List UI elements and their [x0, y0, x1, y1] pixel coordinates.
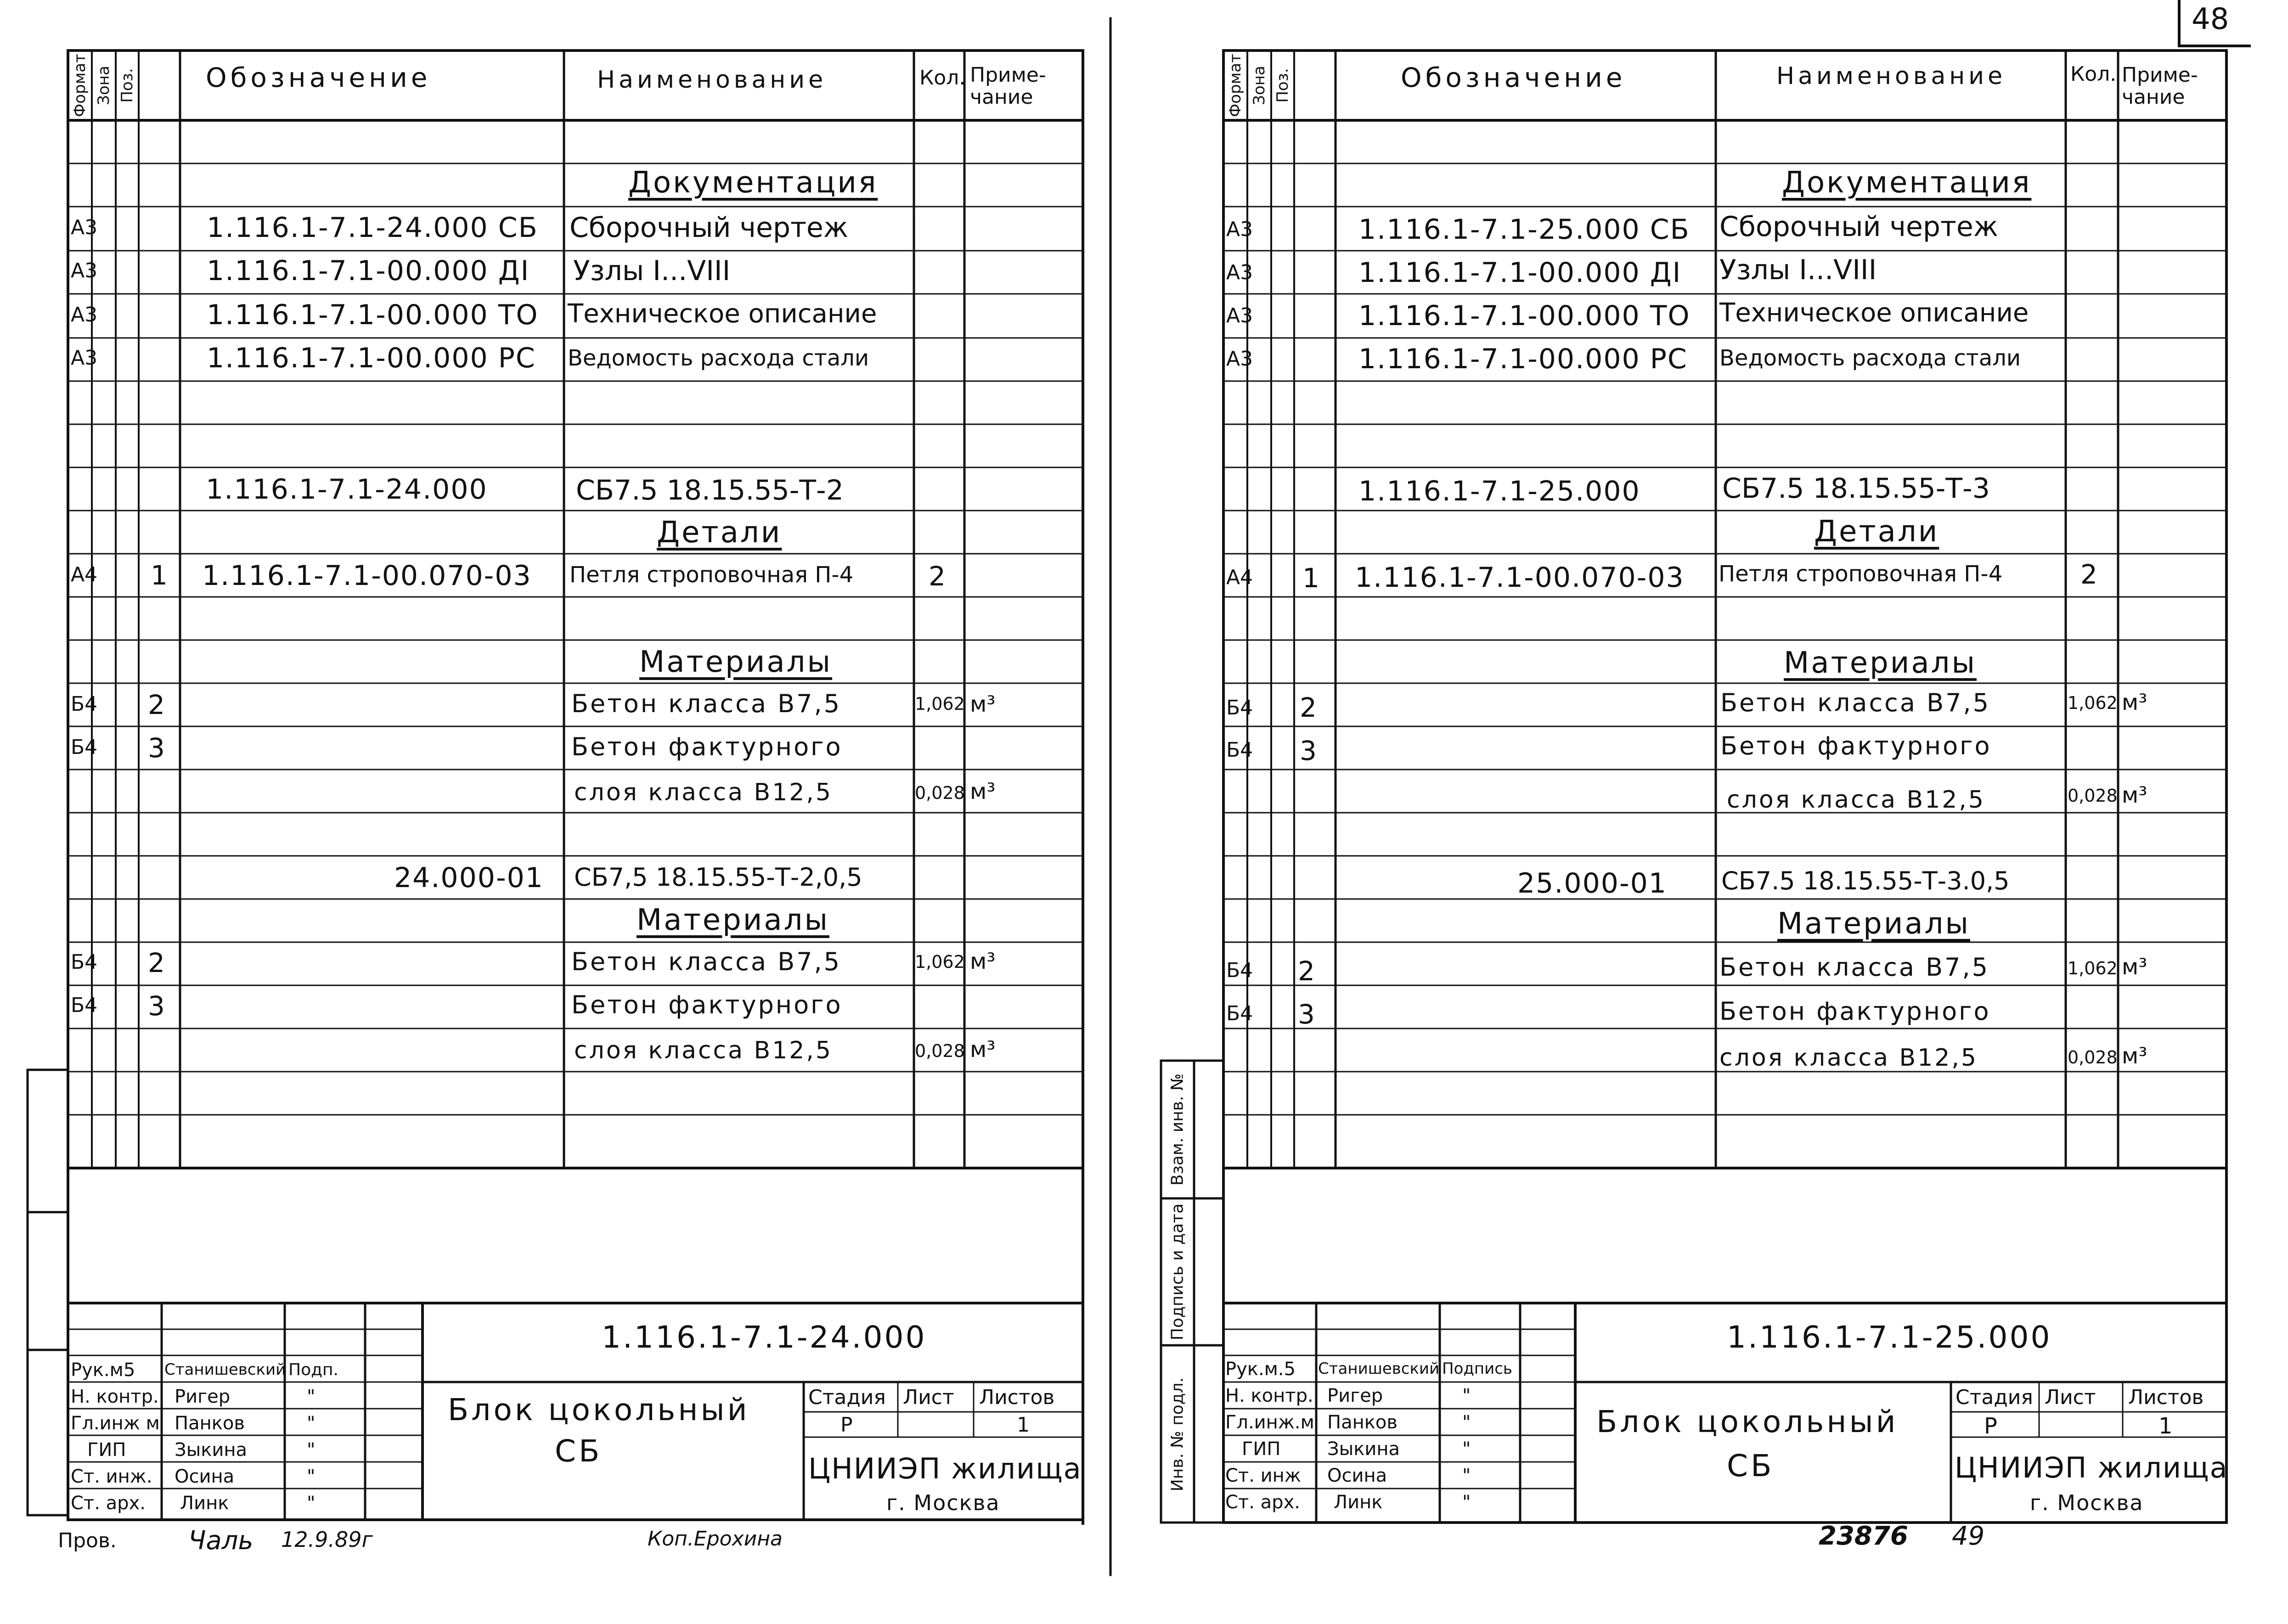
row-pos: 1 [1302, 562, 1319, 594]
row-pos: 1 [151, 560, 168, 591]
footer-date: 12.9.89г [281, 1527, 373, 1552]
row-note: м³ [970, 949, 996, 974]
signer-role: ГИП [87, 1439, 126, 1461]
row-designation: 1.116.1-7.1-00.000 ТО [1358, 300, 1691, 332]
row-name: Узлы I...VIII [573, 255, 731, 287]
row-note: м³ [970, 691, 996, 717]
row-format: А3 [1226, 304, 1253, 327]
row-name: Бетон фактурного [571, 990, 843, 1019]
section-details: Детали [657, 516, 782, 550]
signer-sign: Подп. [288, 1360, 338, 1379]
row-name: Бетон класса В7,5 [571, 689, 842, 718]
row-format: Б4 [1226, 696, 1253, 719]
title-block-stage: Р [1984, 1413, 1997, 1439]
row-qty: 0,028 [915, 783, 965, 803]
signer-name: Зыкина [1327, 1439, 1400, 1460]
signer-name: Станишевский [164, 1360, 286, 1379]
col-header-qty: Кол. [2070, 62, 2117, 86]
row-pos: 2 [1300, 692, 1317, 723]
title-block-code: 1.116.1-7.1-25.000 [1727, 1320, 2052, 1355]
signer-sign: " [307, 1466, 316, 1487]
row-name: Узлы I...VIII [1719, 254, 1877, 286]
signer-sign: " [1462, 1492, 1471, 1513]
title-block-stage: Р [840, 1413, 853, 1437]
col-header-format: Формат [71, 54, 89, 117]
col-header-note: Приме-чание [970, 63, 1046, 109]
row-designation: 24.000-01 [394, 862, 544, 894]
footer-signature: Чаль [188, 1526, 254, 1556]
row-name: Сборочный чертеж [569, 212, 848, 244]
row-format: А3 [71, 259, 98, 282]
signer-role: Ст. арх. [1225, 1492, 1300, 1513]
col-header-note: Приме-чание [2122, 63, 2198, 109]
row-name: Ведомость расхода стали [568, 345, 869, 371]
row-designation: 1.116.1-7.1-00.000 РС [207, 342, 536, 374]
signer-role: Н. контр. [1225, 1385, 1313, 1406]
section-materials: Материалы [1784, 646, 1977, 680]
title-block-stage-label: Стадия [1956, 1386, 2033, 1409]
signer-name: Ригер [1327, 1385, 1383, 1406]
row-note: м³ [2122, 954, 2147, 980]
row-designation: 1.116.1-7.1-00.000 ТО [207, 299, 539, 331]
title-block-sheet-label: Лист [903, 1386, 954, 1409]
signer-sign: " [1462, 1465, 1471, 1486]
row-designation: 1.116.1-7.1-00.070-03 [1355, 562, 1685, 594]
signer-sign: " [1462, 1412, 1471, 1433]
row-note: м³ [2122, 690, 2147, 715]
row-name: Сборочный чертеж [1719, 211, 1998, 243]
title-block-name-sub: СБ [1727, 1448, 1775, 1484]
signer-sign: " [307, 1439, 316, 1461]
signer-name: Ригер [175, 1386, 231, 1407]
row-qty: 0,028 [2068, 1047, 2118, 1068]
section-materials: Материалы [637, 903, 829, 937]
section-materials: Материалы [1777, 907, 1970, 941]
row-name: СБ7.5 18.15.55-Т-3.0,5 [1721, 866, 2010, 895]
signer-name: Линк [1334, 1492, 1383, 1513]
row-name: Техническое описание [568, 299, 877, 329]
title-block-name: Блок цокольный [1596, 1404, 1899, 1439]
col-header-name: Наименование [1776, 62, 2006, 90]
row-name: Бетон класса В7,5 [571, 947, 842, 976]
signer-role: Рук.м5 [71, 1360, 135, 1381]
row-format: А3 [71, 303, 98, 326]
row-name: СБ7.5 18.15.55-Т-2 [576, 474, 844, 506]
row-qty: 1,062 [915, 694, 965, 714]
signer-sign: " [1462, 1385, 1471, 1406]
title-block-name: Блок цокольный [448, 1392, 750, 1427]
signer-sign: Подпись [1442, 1360, 1512, 1378]
footer-sheet-number: 49 [1952, 1521, 1985, 1551]
title-block-name-sub: СБ [555, 1433, 603, 1469]
title-block-city: г. Москва [2030, 1490, 2144, 1515]
row-format: А4 [71, 563, 98, 586]
row-name: слоя класса В12,5 [574, 1037, 833, 1064]
row-qty: 1,062 [2068, 958, 2118, 978]
title-block-sheets-label: Листов [2128, 1386, 2204, 1409]
col-header-name: Наименование [597, 66, 827, 94]
signer-role: ГИП [1242, 1439, 1281, 1460]
row-name: Бетон фактурного [1720, 731, 1992, 760]
page-number: 48 [2192, 2, 2229, 36]
row-name: Ведомость расхода стали [1719, 345, 2021, 371]
row-format: А3 [71, 216, 98, 239]
row-format: Б4 [1226, 738, 1253, 762]
row-pos: 3 [148, 990, 165, 1022]
signer-sign: " [307, 1413, 316, 1434]
signer-role: Гл.инж м [71, 1413, 160, 1434]
row-pos: 2 [148, 947, 165, 978]
col-header-format: Формат [1226, 54, 1245, 117]
row-pos: 3 [148, 732, 165, 764]
footer-copy: Коп.Ерохина [648, 1527, 783, 1551]
signer-name: Линк [180, 1493, 229, 1514]
row-pos: 3 [1300, 735, 1317, 766]
col-header-pos: Поз. [118, 68, 136, 103]
col-header-zone: Зона [95, 66, 113, 105]
signer-sign: " [307, 1493, 316, 1514]
row-designation: 1.116.1-7.1-00.000 ДI [207, 255, 530, 287]
stamp-original-inv: Инв. № подл. [1168, 1377, 1187, 1492]
row-format: А3 [1226, 218, 1253, 241]
row-pos: 3 [1298, 999, 1315, 1030]
row-qty: 1,062 [915, 952, 965, 972]
signer-role: Ст. инж [1225, 1465, 1301, 1486]
row-name: слоя класса В12,5 [1727, 786, 1985, 814]
col-header-designation: Обозначение [206, 62, 431, 93]
row-name: Бетон класса В7,5 [1720, 688, 1991, 717]
signer-name: Панков [175, 1413, 245, 1434]
row-qty: 2 [929, 561, 946, 592]
row-name: Бетон фактурного [1719, 997, 1991, 1026]
row-designation: 1.116.1-7.1-24.000 СБ [207, 212, 538, 244]
signer-name: Станишевский [1318, 1360, 1440, 1378]
title-block-sheets-label: Листов [979, 1386, 1055, 1409]
row-name: Бетон класса В7,5 [1719, 953, 1990, 982]
section-documentation: Документация [1782, 166, 2032, 200]
row-name: Петля строповочная П-4 [569, 562, 854, 588]
signer-name: Зыкина [175, 1439, 248, 1461]
signer-role: Ст. инж. [71, 1466, 152, 1487]
row-pos: 2 [1298, 955, 1315, 987]
signer-sign: " [307, 1386, 316, 1407]
row-name: СБ7,5 18.15.55-Т-2,0,5 [574, 863, 862, 892]
section-materials: Материалы [639, 645, 832, 679]
title-block-sheets: 1 [1017, 1413, 1030, 1437]
row-qty: 1,062 [2068, 693, 2118, 713]
row-name: Петля строповочная П-4 [1719, 561, 2003, 587]
row-format: А4 [1226, 566, 1253, 589]
signer-name: Осина [175, 1466, 235, 1487]
signer-role: Рук.м.5 [1225, 1359, 1296, 1380]
row-qty: 2 [2080, 559, 2097, 590]
row-format: Б4 [71, 692, 98, 716]
signer-name: Осина [1327, 1465, 1387, 1486]
signer-role: Н. контр. [71, 1386, 159, 1407]
col-header-qty: Кол. [919, 66, 966, 90]
title-block-sheet-label: Лист [2045, 1386, 2096, 1409]
row-note: м³ [970, 1037, 996, 1062]
stamp-replaced-inv: Взам. инв. № [1168, 1073, 1187, 1186]
row-name: слоя класса В12,5 [1719, 1044, 1978, 1072]
col-header-pos: Поз. [1274, 68, 1292, 103]
row-name: Техническое описание [1719, 298, 2029, 328]
row-designation: 1.116.1-7.1-25.000 СБ [1358, 214, 1690, 246]
signer-name: Панков [1327, 1412, 1398, 1433]
row-note: м³ [2122, 782, 2147, 808]
row-format: Б4 [71, 736, 98, 759]
title-block-city: г. Москва [886, 1490, 1000, 1515]
row-designation: 1.116.1-7.1-25.000 [1358, 475, 1640, 507]
row-pos: 2 [148, 689, 165, 720]
section-details: Детали [1814, 515, 1939, 549]
signer-sign: " [1462, 1439, 1471, 1460]
row-designation: 1.116.1-7.1-00.000 ДI [1358, 257, 1682, 289]
row-name: Бетон фактурного [571, 732, 843, 761]
row-format: А3 [71, 346, 98, 370]
row-note: м³ [2122, 1043, 2147, 1069]
title-block-org: ЦНИИЭП жилища [1955, 1451, 2228, 1484]
title-block-stage-label: Стадия [808, 1386, 886, 1409]
row-format: Б4 [1226, 959, 1253, 982]
row-name: слоя класса В12,5 [574, 779, 833, 806]
title-block-org: ЦНИИЭП жилища [808, 1452, 1082, 1485]
title-block-code: 1.116.1-7.1-24.000 [602, 1320, 927, 1355]
stamp-signature-date: Подпись и дата [1168, 1203, 1187, 1341]
section-documentation: Документация [628, 166, 878, 200]
row-qty: 0,028 [2068, 786, 2118, 806]
row-designation: 25.000-01 [1517, 867, 1667, 899]
row-name: СБ7.5 18.15.55-Т-3 [1722, 472, 1990, 505]
signer-role: Ст. арх. [71, 1493, 146, 1514]
row-format: А3 [1226, 347, 1253, 371]
row-qty: 0,028 [915, 1041, 965, 1061]
col-header-designation: Обозначение [1401, 62, 1626, 93]
col-header-zone: Зона [1250, 66, 1268, 105]
footer-inventory-number: 23876 [1819, 1521, 1908, 1551]
footer-checked: Пров. [58, 1529, 117, 1552]
row-note: м³ [970, 779, 996, 804]
row-format: Б4 [71, 950, 98, 974]
row-designation: 1.116.1-7.1-00.000 РС [1358, 343, 1688, 375]
row-designation: 1.116.1-7.1-00.070-03 [202, 560, 532, 592]
title-block-sheets: 1 [2158, 1413, 2173, 1439]
row-format: Б4 [71, 994, 98, 1017]
row-designation: 1.116.1-7.1-24.000 [206, 473, 488, 506]
signer-role: Гл.инж.м [1225, 1412, 1314, 1433]
row-format: А3 [1226, 261, 1253, 284]
row-format: Б4 [1226, 1002, 1253, 1025]
